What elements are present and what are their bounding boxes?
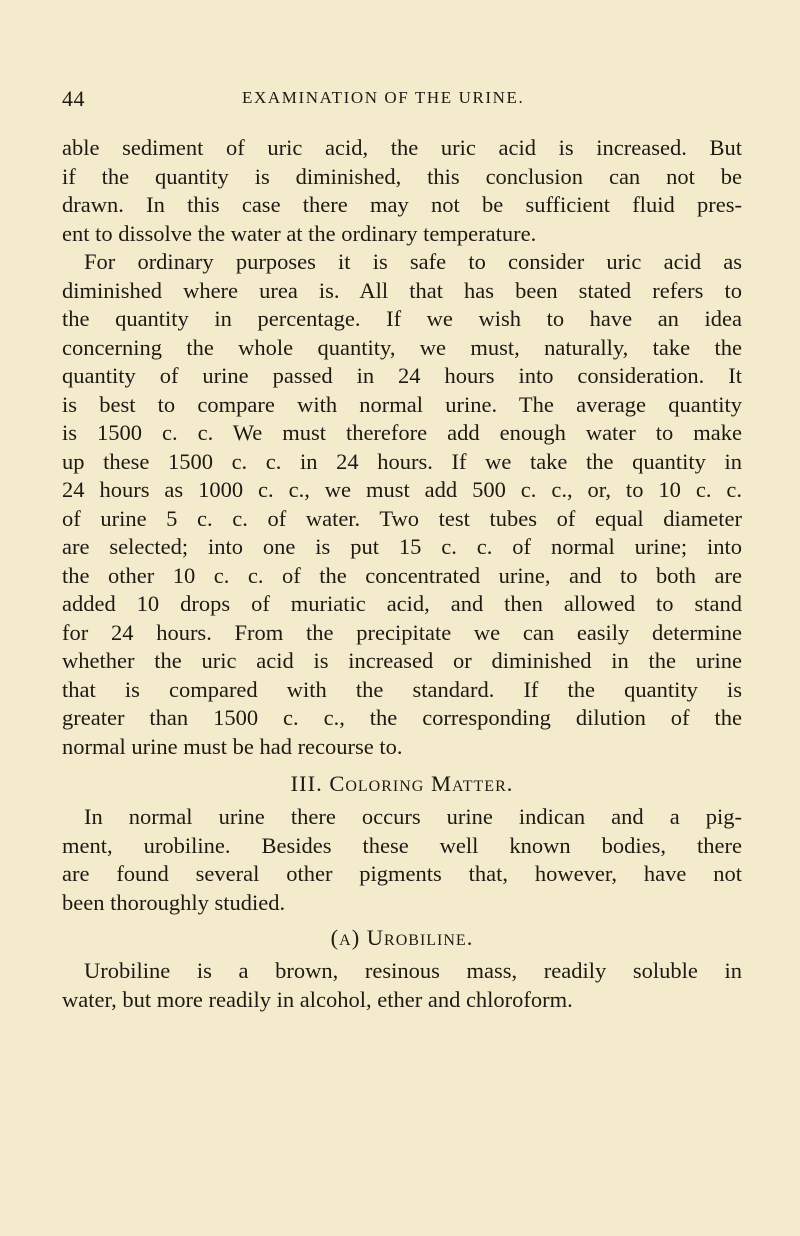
text-line: the quantity in percentage. If we wish to have an idea [62,306,742,331]
running-title: EXAMINATION OF THE URINE. [242,88,525,107]
text-line: Urobiline is a brown, resinous mass, readily soluble in [84,958,742,983]
text-line: if the quantity is diminished, this conclusion can not be [62,163,742,189]
text-line: been thoroughly studied. [62,889,286,915]
text-line: the other 10 c. c. of the concentrated urine, and to both are [62,562,742,588]
text-line: of urine 5 c. c. of water. Two test tubes of equal diameter [62,505,742,531]
text-line: normal urine must be had recourse to. [62,733,403,759]
text-line: is 1500 c. c. We must therefore add enough water to make [62,420,742,445]
text-line: added 10 drops of muriatic acid, and then allowed to stand [62,591,742,616]
text-line: is best to compare with normal urine. The average quantity [62,391,742,417]
text-line: ent to dissolve the water at the ordinary temperature. [62,220,537,246]
text-line: drawn. In this case there may not be sufficient fluid pres- [62,192,742,217]
body-text [62,134,742,1014]
section-heading: III. Coloring Matter. [290,771,514,796]
text-line: are selected; into one is put 15 c. c. of normal urine; into [62,534,742,559]
text-line: concerning the whole quantity, we must, naturally, take the [62,334,742,360]
running-head [62,86,742,116]
text-line: quantity of urine passed in 24 hours into consideration. It [62,363,742,388]
text-line: that is compared with the standard. If the quantity is [62,676,742,702]
paragraph-3 [62,803,742,917]
text-line: In normal urine there occurs urine indican and a pig- [84,804,742,829]
subsection-heading: (a) Urobiline. [330,925,474,950]
page-number: 44 [62,86,85,111]
text-line: able sediment of uric acid, the uric acid is increased. But [62,135,742,160]
paragraph-1 [62,134,742,248]
text-line: diminished where urea is. All that has been stated refers to [62,277,742,303]
text-line: ment, urobiline. Besides these well known bodies, there [62,832,742,858]
paragraph-2 [62,248,742,761]
text-line: water, but more readily in alcohol, ether and chloroform. [62,986,573,1012]
text-line: whether the uric acid is increased or diminished in the urine [62,648,742,673]
text-line: are found several other pigments that, however, have not [62,861,742,886]
text-line: 24 hours as 1000 c. c., we must add 500 c. c., or, to 10 c. c. [62,477,742,502]
paragraph-4 [62,957,742,1014]
text-line: for 24 hours. From the precipitate we can easily determine [62,619,742,645]
text-line: greater than 1500 c. c., the corresponding dilution of the [62,705,742,730]
text-line: up these 1500 c. c. in 24 hours. If we take the quantity in [62,448,742,474]
text-line: For ordinary purposes it is safe to consider uric acid as [84,249,742,274]
